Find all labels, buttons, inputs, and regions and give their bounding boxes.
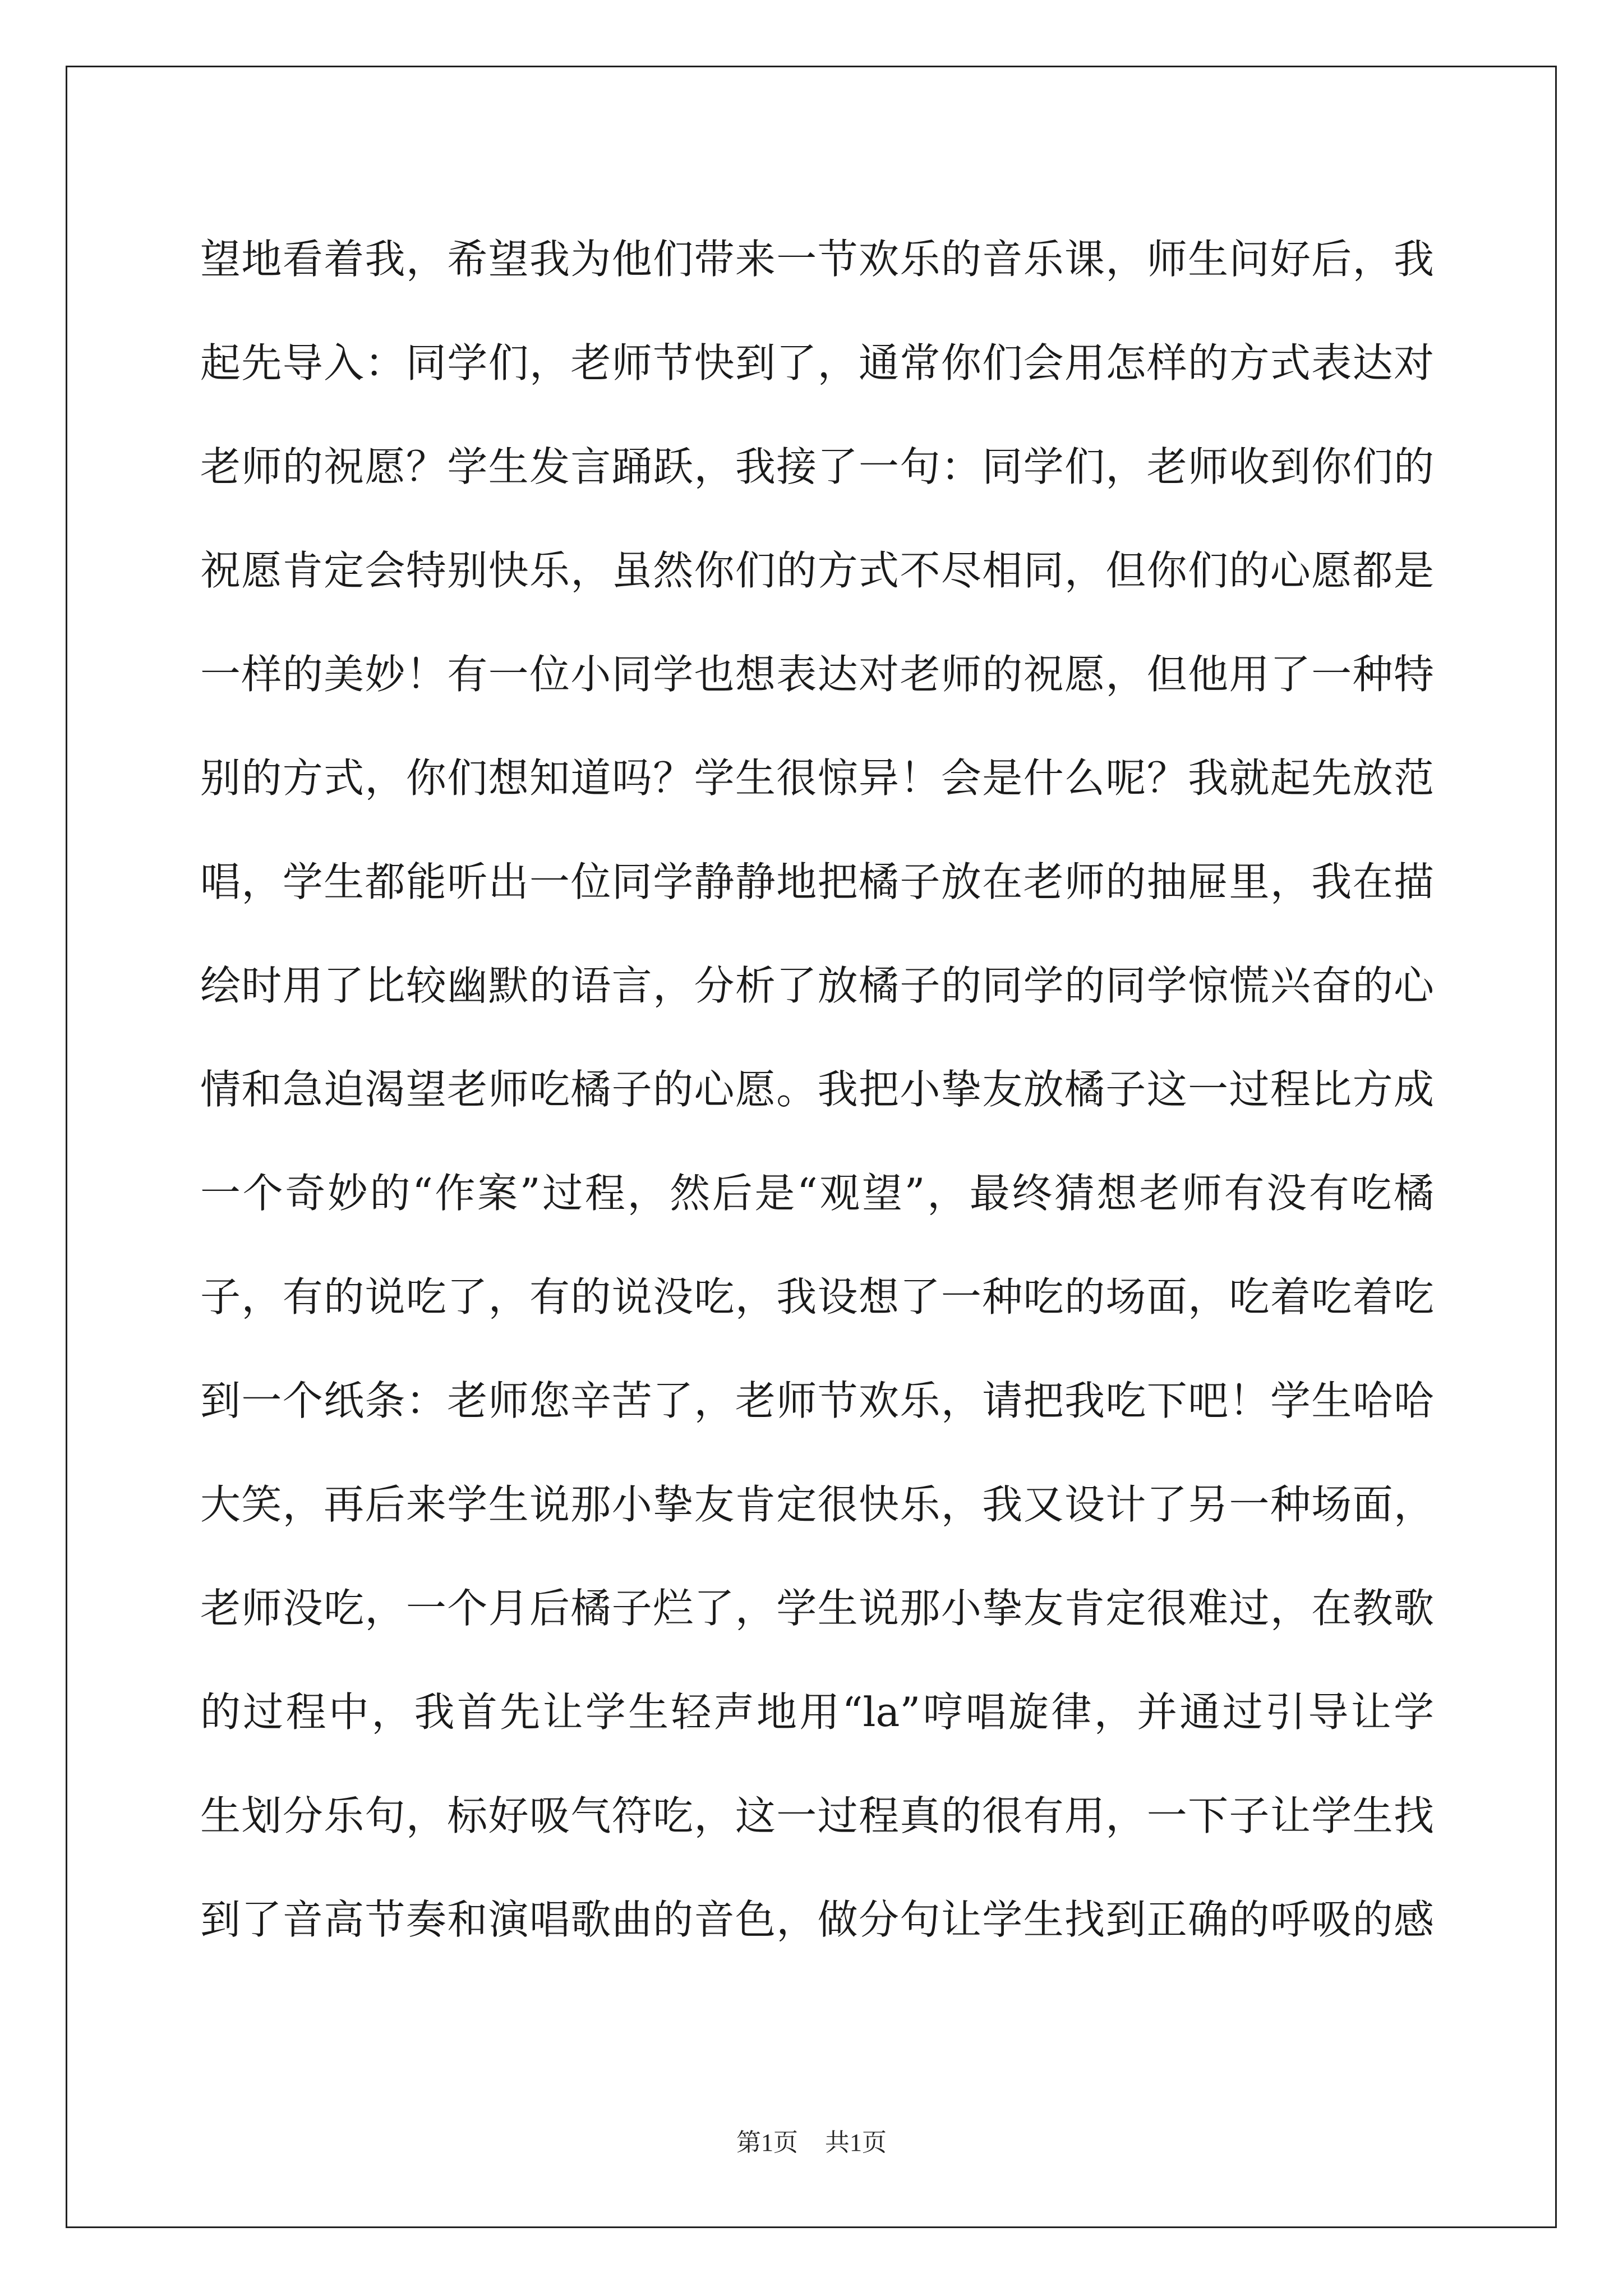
text-line: 到了音高节奏和演唱歌曲的音色，做分句让学生找到正确的呼吸的感 [200, 1896, 1434, 1943]
text-line: 到一个纸条：老师您辛苦了，老师节欢乐，请把我吃下吧！学生哈哈 [200, 1377, 1434, 1424]
text-line: 一个奇妙的“作案”过程，然后是“观望”，最终猜想老师有没有吃橘 [200, 1170, 1434, 1217]
page-number: 第1页 [736, 2129, 798, 2156]
text-line: 情和急迫渴望老师吃橘子的心愿。我把小挚友放橘子这一过程比方成 [200, 1066, 1434, 1113]
page-total: 共1页 [825, 2129, 887, 2156]
page-footer [0, 2126, 1623, 2160]
text-line: 起先导入：同学们，老师节快到了，通常你们会用怎样的方式表达对 [200, 339, 1434, 386]
text-line: 别的方式，你们想知道吗？学生很惊异！会是什么呢？我就起先放范 [200, 754, 1434, 802]
text-line: 绘时用了比较幽默的语言，分析了放橘子的同学的同学惊慌兴奋的心 [200, 962, 1434, 1009]
text-line: 大笑，再后来学生说那小挚友肯定很快乐，我又设计了另一种场面， [200, 1481, 1434, 1528]
text-line: 唱，学生都能听出一位同学静静地把橘子放在老师的抽屉里，我在描 [200, 858, 1434, 905]
text-line: 子，有的说吃了，有的说没吃，我设想了一种吃的场面，吃着吃着吃 [200, 1273, 1434, 1320]
text-line: 老师的祝愿？学生发言踊跃，我接了一句：同学们，老师收到你们的 [200, 443, 1434, 490]
text-line: 的过程中，我首先让学生轻声地用“la”哼唱旋律，并通过引导让学 [200, 1688, 1434, 1736]
text-line: 祝愿肯定会特别快乐，虽然你们的方式不尽相同，但你们的心愿都是 [200, 547, 1434, 594]
text-line: 望地看着我，希望我为他们带来一节欢乐的音乐课，师生问好后，我 [200, 236, 1434, 283]
document-body [200, 208, 1434, 1972]
text-line: 一样的美妙！有一位小同学也想表达对老师的祝愿，但他用了一种特 [200, 651, 1434, 698]
text-line: 老师没吃，一个月后橘子烂了，学生说那小挚友肯定很难过，在教歌 [200, 1585, 1434, 1632]
text-line: 生划分乐句，标好吸气符吃，这一过程真的很有用，一下子让学生找 [200, 1792, 1434, 1839]
